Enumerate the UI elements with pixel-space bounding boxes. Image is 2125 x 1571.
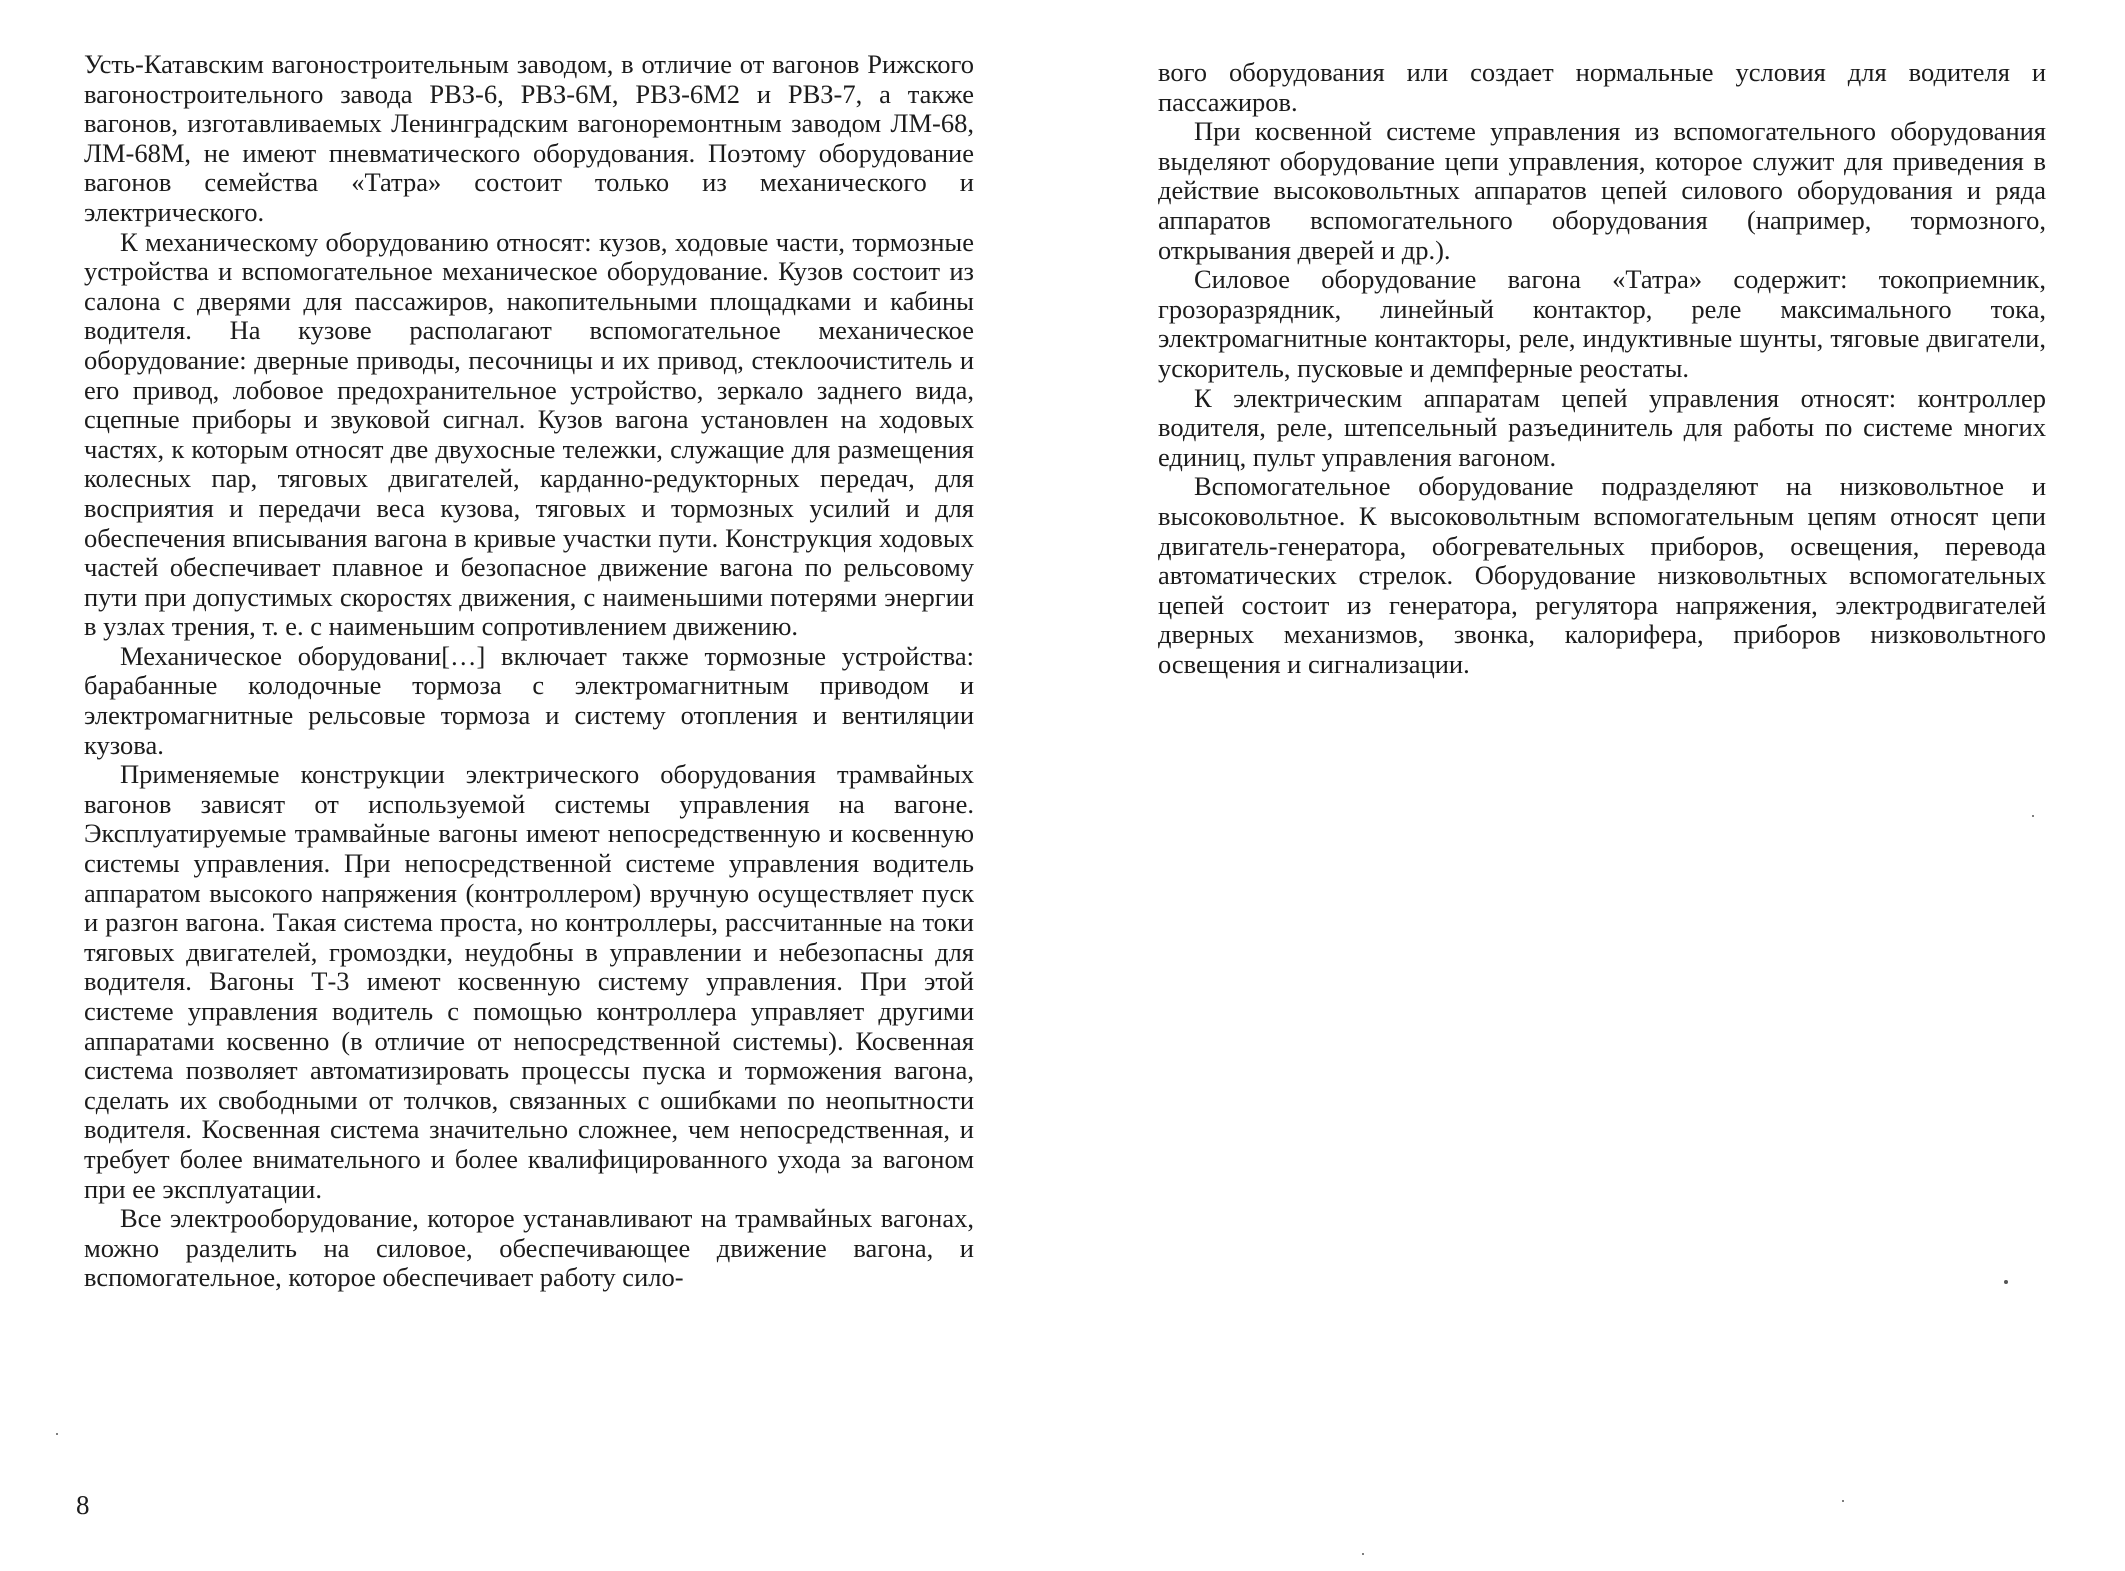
paragraph: Применяемые конструкции электрического оборудования трамвайных вагонов зависят от используемой системы управления на вагоне. Эксплуатируемые трамвайные вагоны имеют непосредственную и косвенную системы управления. При непосредственной системе управления водитель аппаратом высокого напряжения (контроллером) вручную осуществляет пуск и разгон вагона. Такая система проста, но контроллеры, рассчитанные на токи тяговых двигателей, громоздки, неудобны в управлении и небезопасны для водителя. Вагоны Т-3 имеют косвенную систему управления. При этой системе управления водитель с помощью контроллера управляет другими аппаратами косвенно (в отличие от непосредственной системы). Косвенная система позволяет автоматизировать процессы пуска и торможения вагона, сделать их свободными от толчков, связанных с ошибками по неопытности водителя. Косвенная система значительно сложнее, чем непосредственная, и требует более внимательного и более квалифицированного ухода за вагоном при ее эксплуатации. — [84, 759, 974, 1204]
left-page-text — [84, 50, 974, 1293]
paragraph: Силовое оборудование вагона «Татра» содержит: токоприемник, грозоразрядник, линейный контактор, реле максимального тока, электромагнитные контакторы, реле, индуктивные шунты, тяговые двигатели, ускоритель, пусковые и демпферные реостаты. — [1158, 264, 2046, 383]
scan-speck — [1842, 1500, 1844, 1502]
paragraph: Все электрооборудование, которое устанавливают на трамвайных вагонах, можно разделить на силовое, обеспечивающее движение вагона, и вспомогательное, которое обеспечивает работу сило- — [84, 1203, 974, 1293]
paragraph: При косвенной системе управления из вспомогательного оборудования выделяют оборудование цепи управления, которое служит для приведения в действие высоковольтных аппаратов цепей силового оборудования и ряда аппаратов вспомогательного оборудования (например, тормозного, открывания дверей и др.). — [1158, 116, 2046, 265]
scan-speck — [2004, 1280, 2008, 1284]
paragraph: К механическому оборудованию относят: кузов, ходовые части, тормозные устройства и вспомогательное механическое оборудование. Кузов состоит из салона с дверями для пассажиров, накопительными площадками и кабины водителя. На кузове располагают вспомогательное механическое оборудование: дверные приводы, песочницы и их привод, стеклоочиститель и его привод, лобовое предохранительное устройство, зеркало заднего вида, сцепные приборы и звуковой сигнал. Кузов вагона установлен на ходовых частях, к которым относят две двухосные тележки, служащие для размещения колесных пар, тяговых двигателей, карданно-редукторных передач, для восприятия и передачи веса кузова, тяговых и тормозных усилий и для обеспечения вписывания вагона в кривые участки пути. Конструкция ходовых частей обеспечивает плавное и безопасное движение вагона по рельсовому пути при допустимых скоростях движения, с наименьшими потерями энергии в узлах трения, т. е. с наименьшим сопротивлением движению. — [84, 226, 974, 642]
paragraph: вого оборудования или создает нормальные условия для водителя и пассажиров. — [1158, 57, 2046, 117]
page-number: 8 — [76, 1490, 90, 1520]
paragraph: К электрическим аппаратам цепей управления относят: контроллер водителя, реле, штепсельный разъединитель для работы по системе многих единиц, пульт управления вагоном. — [1158, 382, 2046, 472]
scan-speck — [2032, 815, 2034, 817]
paragraph: Механическое оборудовани[…] включает также тормозные устройства: барабанные колодочные тормоза с электромагнитным приводом и электромагнитные рельсовые тормоза и систему отопления и вентиляции кузова. — [84, 640, 974, 760]
scan-speck — [56, 1433, 58, 1435]
paragraph: Вспомогательное оборудование подразделяют на низковольтное и высоковольтное. К высоковольтным вспомогательным цепям относят цепи двигатель-генератора, обогревательных приборов, освещения, перевода автоматических стрелок. Оборудование низковольтных вспомогательных цепей состоит из генератора, регулятора напряжения, электродвигателей дверных механизмов, звонка, калорифера, приборов низковольтного освещения и сигнализации. — [1158, 471, 2046, 679]
scan-speck — [1362, 1553, 1364, 1555]
right-page-text — [1158, 58, 2046, 679]
paragraph: Усть-Катавским вагоностроительным заводом, в отличие от вагонов Рижского вагоностроительного завода РВЗ-6, РВЗ-6М, РВЗ-6М2 и РВЗ-7, а также вагонов, изготавливаемых Ленинградским вагоноремонтным заводом ЛМ-68, ЛМ-68М, не имеют пневматического оборудования. Поэтому оборудование вагонов семейства «Татра» состоит только из механического и электрического. — [84, 49, 974, 227]
